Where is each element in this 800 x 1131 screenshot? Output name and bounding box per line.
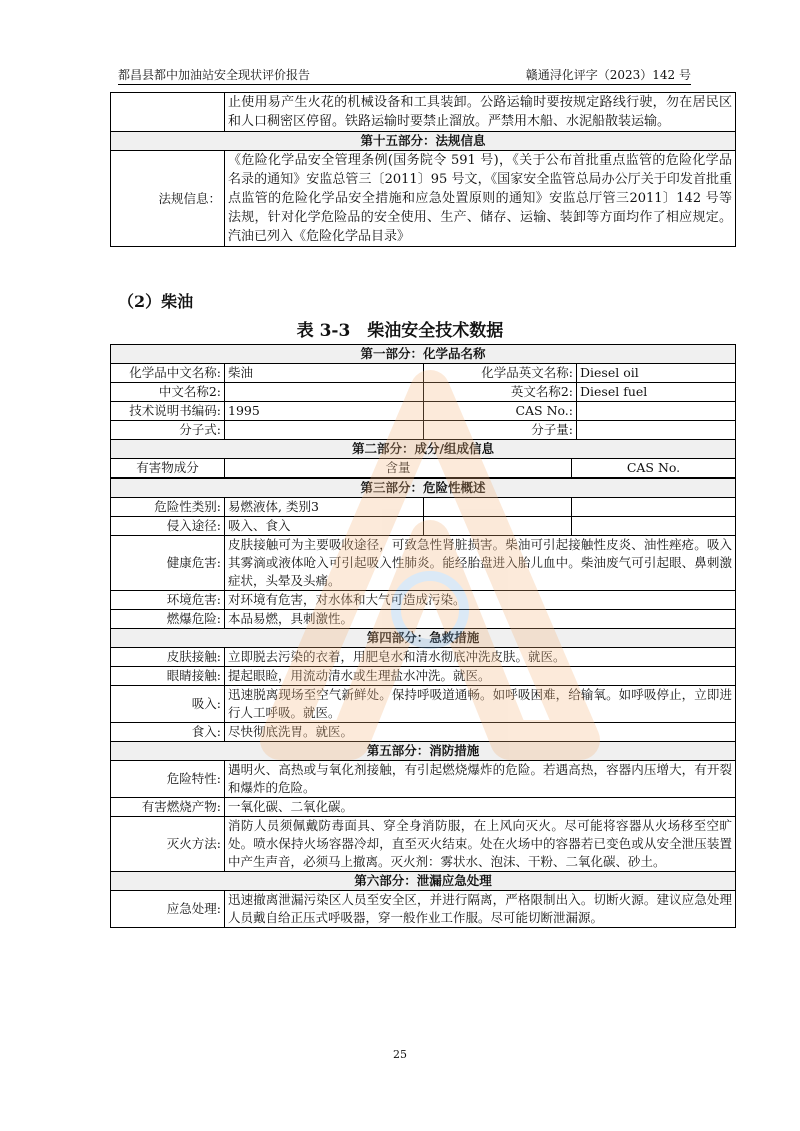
- tech-code-value: 1995: [225, 402, 424, 421]
- header-report-title: 都昌县都中加油站安全现状评价报告: [118, 68, 311, 82]
- combust-value: 一氧化碳、二氧化碳。: [225, 798, 736, 817]
- skin-label: 皮肤接触:: [111, 648, 225, 667]
- en-name-label: 化学品英文名称:: [424, 364, 577, 383]
- table-row: [111, 479, 736, 498]
- regulation-label: 法规信息：: [111, 151, 225, 247]
- empty-label-cell: [111, 93, 225, 132]
- route-label: 侵入途径:: [111, 517, 225, 536]
- hazard-class-value: 易燃液体, 类别3: [225, 498, 424, 517]
- cn-name-value: 柴油: [225, 364, 424, 383]
- empty-cell: [572, 498, 736, 517]
- table-row: [111, 761, 736, 798]
- table-row: [111, 610, 736, 629]
- table-row: [111, 536, 736, 591]
- empty-cell: [424, 498, 572, 517]
- cas-label: CAS No.:: [424, 402, 577, 421]
- emergency-label: 应急处理:: [111, 891, 225, 928]
- table-row: [111, 742, 736, 761]
- table-row: [111, 798, 736, 817]
- empty-cell: [424, 517, 572, 536]
- table-row: [111, 629, 736, 648]
- env-value: 对环境有危害，对水体和大气可造成污染。: [225, 591, 736, 610]
- table-row: [111, 648, 736, 667]
- table-row: [111, 345, 736, 364]
- route-value: 吸入、食入: [225, 517, 424, 536]
- en-name2-value: Diesel fuel: [577, 383, 736, 402]
- table-row: [111, 517, 736, 536]
- diesel-safety-table: [110, 344, 736, 928]
- health-value: 皮肤接触可为主要吸收途径，可致急性肾脏损害。柴油可引起接触性皮炎、油性痤疮。吸入其雾滴或液体呛入可引起吸入性肺炎。能经胎盘进入胎儿血中。柴油废气可引起眼、鼻刺激症状，头晕及头痛。: [225, 536, 736, 591]
- section-heading: （2）柴油: [118, 292, 194, 311]
- table-row: [111, 459, 736, 478]
- inhale-value: 迅速脱离现场至空气新鲜处。保持呼吸道通畅。如呼吸困难，给输氧。如呼吸停止，立即进行人工呼吸。就医。: [225, 686, 736, 723]
- table-caption: 表 3-3 柴油安全技术数据: [296, 321, 504, 341]
- table-row: [111, 686, 736, 723]
- en-name-value: Diesel oil: [577, 364, 736, 383]
- danger-label: 危险特性:: [111, 761, 225, 798]
- table-row: [111, 872, 736, 891]
- table-row: [111, 93, 736, 132]
- eye-value: 提起眼睑，用流动清水或生理盐水冲洗。就医。: [225, 667, 736, 686]
- header-report-number: 赣通浔化评字（2023）142 号: [525, 68, 691, 82]
- fire-value: 本品易燃，具刺激性。: [225, 610, 736, 629]
- extinguish-label: 灭火方法:: [111, 817, 225, 872]
- table-row: [111, 383, 736, 402]
- table-row: [111, 132, 736, 151]
- en-name2-label: 英文名称2:: [424, 383, 577, 402]
- tech-code-label: 技术说明书编码:: [111, 402, 225, 421]
- ingest-value: 尽快彻底洗胃。就医。: [225, 723, 736, 742]
- hazard-class-label: 危险性类别:: [111, 498, 225, 517]
- part1-title: 第一部分：化学品名称: [111, 345, 736, 364]
- table-row: [111, 723, 736, 742]
- formula-label: 分子式:: [111, 421, 225, 440]
- emergency-value: 迅速撤离泄漏污染区人员至安全区，并进行隔离，严格限制出入。切断火源。建议应急处理人员戴自给正压式呼吸器，穿一般作业工作服。尽可能切断泄漏源。: [225, 891, 736, 928]
- table-row: [111, 402, 736, 421]
- page-number: 25: [393, 1048, 407, 1061]
- table-row: [111, 498, 736, 517]
- part6-title: 第六部分：泄漏应急处理: [111, 872, 736, 891]
- mw-label: 分子量:: [424, 421, 577, 440]
- empty-cell: [572, 517, 736, 536]
- transport-text: 止使用易产生火花的机械设备和工具装卸。公路运输时要按规定路线行驶，勿在居民区和人口稠密区停留。铁路运输时要禁止溜放。严禁用木船、水泥船散装运输。: [225, 93, 736, 132]
- part3-title: 第三部分：危险性概述: [111, 479, 736, 498]
- part2-title: 第二部分：成分/组成信息: [111, 440, 736, 459]
- health-label: 健康危害:: [111, 536, 225, 591]
- table-row: [111, 891, 736, 928]
- table-row: [111, 151, 736, 247]
- cn-name-label: 化学品中文名称:: [111, 364, 225, 383]
- danger-value: 遇明火、高热或与氧化剂接触，有引起燃烧爆炸的危险。若遇高热，容器内压增大，有开裂和爆炸的危险。: [225, 761, 736, 798]
- inhale-label: 吸入:: [111, 686, 225, 723]
- skin-value: 立即脱去污染的衣着，用肥皂水和清水彻底冲洗皮肤。就医。: [225, 648, 736, 667]
- gasoline-table-continued: [110, 92, 736, 247]
- table-row: [111, 364, 736, 383]
- formula-value: [225, 421, 424, 440]
- col-content-header: 含量: [225, 459, 572, 478]
- section15-title: 第十五部分：法规信息: [111, 132, 736, 151]
- cas-value: [577, 402, 736, 421]
- col-hazard-header: 有害物成分: [111, 459, 225, 478]
- combust-label: 有害燃烧产物:: [111, 798, 225, 817]
- table-row: [111, 440, 736, 459]
- col-cas-header: CAS No.: [572, 459, 736, 478]
- eye-label: 眼睛接触:: [111, 667, 225, 686]
- cn-name2-label: 中文名称2:: [111, 383, 225, 402]
- ingest-label: 食入:: [111, 723, 225, 742]
- table-row: [111, 421, 736, 440]
- table-row: [111, 591, 736, 610]
- page-header: [118, 64, 691, 85]
- part5-title: 第五部分：消防措施: [111, 742, 736, 761]
- fire-label: 燃爆危险:: [111, 610, 225, 629]
- cn-name2-value: [225, 383, 424, 402]
- extinguish-value: 消防人员须佩戴防毒面具、穿全身消防服，在上风向灭火。尽可能将容器从火场移至空旷处。喷水保持火场容器冷却，直至灭火结束。处在火场中的容器若已变色或从安全泄压装置中产生声音，必须马上撤离。灭火剂：雾状水、泡沫、干粉、二氧化碳、砂土。: [225, 817, 736, 872]
- table-row: [111, 817, 736, 872]
- env-label: 环境危害:: [111, 591, 225, 610]
- part4-title: 第四部分：急救措施: [111, 629, 736, 648]
- mw-value: [577, 421, 736, 440]
- table-row: [111, 667, 736, 686]
- regulation-text: 《危险化学品安全管理条例(国务院令 591 号)，《关于公布首批重点监管的危险化学品名录的通知》安监总管三〔2011〕95 号文，《国家安全监管总局办公厅关于印发首批重点监管的危险化学品安全措施和应急处置原则的通知》安监总厅管三2011〕142 号等法规，针对化学危险品的安全使用、生产、储存、运输、装卸等方面均作了相应规定。汽油已列入《危险化学品目录》: [225, 151, 736, 247]
